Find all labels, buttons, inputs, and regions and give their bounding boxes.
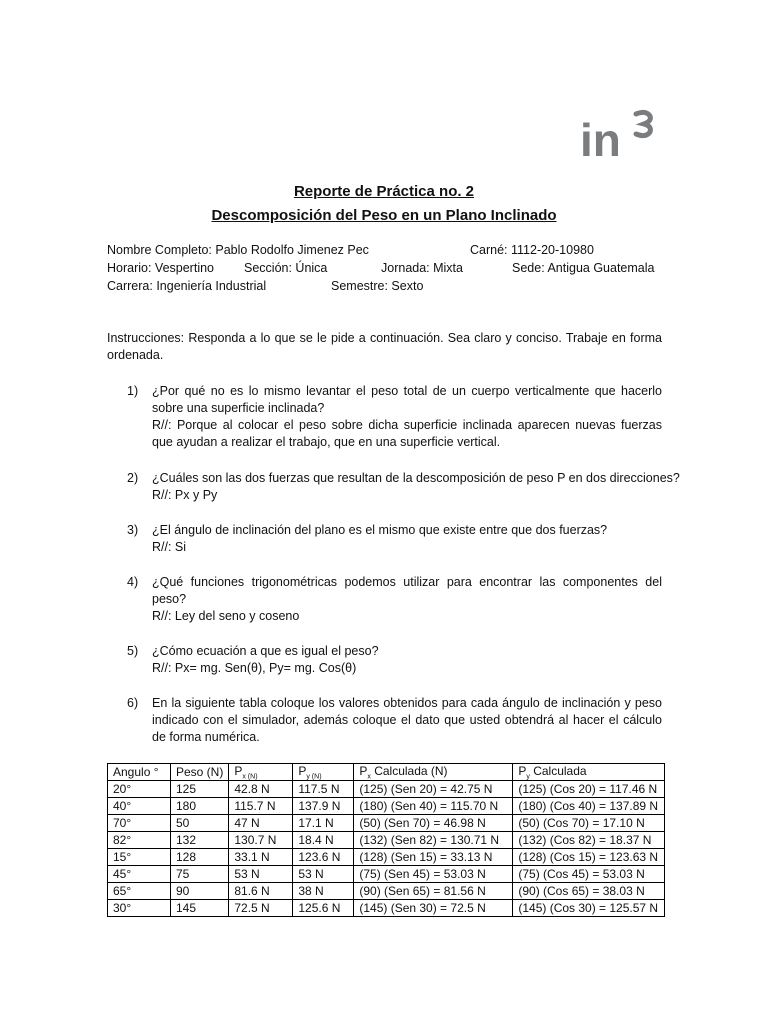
question-number: 5)	[127, 644, 139, 658]
table-row	[108, 832, 665, 849]
cell-py-calculada: (125) (Cos 20) = 117.46 N	[513, 781, 665, 798]
question-2	[127, 470, 680, 504]
table-row	[108, 866, 665, 883]
question-text: ¿Cuáles son las dos fuerzas que resultan de la descomposición de peso P en dos direcciones?	[152, 471, 680, 485]
cell-py-calculada: (75) (Cos 45) = 53.03 N	[513, 866, 665, 883]
header-py-calculada: $P_y$ Calculada	[513, 764, 665, 781]
sede: Sede: Antigua Guatemala	[512, 261, 655, 275]
cell-peso: 132	[171, 832, 229, 849]
carne: Carné: 1112-20-10980	[470, 243, 594, 257]
cell-px: 42.8 N	[229, 781, 293, 798]
table-row	[108, 900, 665, 917]
question-number: 4)	[127, 575, 139, 589]
instructions: Instrucciones: Responda a lo que se le pide a continuación. Sea claro y conciso. Trabaje en forma ordenada.	[107, 331, 662, 362]
cell-py-calculada: (90) (Cos 65) = 38.03 N	[513, 883, 665, 900]
question-1	[127, 383, 662, 451]
cell-px-calculada: (132) (Sen 82) = 130.71 N	[354, 832, 513, 849]
question-text: ¿Cómo ecuación a que es igual el peso?	[152, 644, 379, 658]
cell-angulo: 45°	[108, 866, 171, 883]
cell-angulo: 82°	[108, 832, 171, 849]
question-number: 2)	[127, 471, 139, 485]
logo-text: in	[580, 114, 621, 160]
cell-peso: 145	[171, 900, 229, 917]
jornada: Jornada: Mixta	[381, 261, 463, 275]
cell-py: 17.1 N	[293, 815, 354, 832]
report-title: Reporte de Práctica no. 2	[293, 183, 475, 200]
cell-peso: 50	[171, 815, 229, 832]
cell-peso: 180	[171, 798, 229, 815]
seccion: Sección: Única	[244, 261, 328, 275]
header-angulo: Angulo °	[108, 764, 171, 781]
cell-py: 137.9 N	[293, 798, 354, 815]
cell-py: 123.6 N	[293, 849, 354, 866]
answer-text: R//: Px= mg. Sen(θ), Py= mg. Cos(θ)	[152, 661, 357, 675]
question-text: ¿Qué funciones trigonométricas podemos utilizar para encontrar las componentes del peso?	[152, 575, 662, 606]
cell-peso: 75	[171, 866, 229, 883]
semestre: Semestre: Sexto	[331, 279, 424, 293]
header-px-calculada: $P_x$ Calculada (N)	[354, 764, 513, 781]
cell-py-calculada: (180) (Cos 40) = 137.89 N	[513, 798, 665, 815]
cell-px: 130.7 N	[229, 832, 293, 849]
cell-py: 53 N	[293, 866, 354, 883]
question-text: En la siguiente tabla coloque los valores obtenidos para cada ángulo de inclinación y peso indicado con el simulador, además coloque el dato que usted obtendrá al hacer el cálculo de forma numérica.	[152, 696, 662, 744]
horario: Horario: Vespertino	[107, 261, 215, 275]
cell-py-calculada: (128) (Cos 15) = 123.63 N	[513, 849, 665, 866]
question-number: 6)	[127, 696, 139, 710]
cell-px-calculada: (180) (Sen 40) = 115.70 N	[354, 798, 513, 815]
cell-peso: 125	[171, 781, 229, 798]
question-text: ¿Por qué no es lo mismo levantar el peso total de un cuerpo verticalmente que hacerlo sobre una superficie inclinada?	[152, 384, 662, 415]
question-number: 1)	[127, 384, 139, 398]
nombre-completo: Nombre Completo: Pablo Rodolfo Jimenez Pec	[107, 243, 369, 257]
header-px: $P_{x (N)}$	[229, 764, 293, 781]
cell-py-calculada: (132) (Cos 82) = 18.37 N	[513, 832, 665, 849]
cell-angulo: 70°	[108, 815, 171, 832]
table-row	[108, 815, 665, 832]
table-row	[108, 849, 665, 866]
cell-angulo: 20°	[108, 781, 171, 798]
question-number: 3)	[127, 523, 139, 537]
cell-py: 18.4 N	[293, 832, 354, 849]
cell-py: 117.5 N	[293, 781, 354, 798]
table-row	[108, 781, 665, 798]
table-header-row	[108, 764, 665, 781]
answer-text: R//: Ley del seno y coseno	[152, 609, 300, 623]
cell-py-calculada: (50) (Cos 70) = 17.10 N	[513, 815, 665, 832]
logo-superscript-three	[636, 112, 650, 135]
cell-px-calculada: (90) (Sen 65) = 81.56 N	[354, 883, 513, 900]
table-row	[108, 798, 665, 815]
cell-px: 33.1 N	[229, 849, 293, 866]
carrera: Carrera: Ingeniería Industrial	[107, 279, 267, 293]
header-peso: Peso (N)	[171, 764, 229, 781]
header-py: $P_{y (N)}$	[293, 764, 354, 781]
cell-py: 125.6 N	[293, 900, 354, 917]
cell-px: 47 N	[229, 815, 293, 832]
cell-peso: 90	[171, 883, 229, 900]
results-table	[107, 763, 665, 917]
question-3	[127, 522, 662, 556]
cell-angulo: 65°	[108, 883, 171, 900]
question-4	[127, 574, 662, 625]
answer-text: R//: Px y Py	[152, 488, 218, 502]
cell-px: 81.6 N	[229, 883, 293, 900]
question-text: ¿El ángulo de inclinación del plano es el mismo que existe entre que dos fuerzas?	[152, 523, 608, 537]
cell-py: 38 N	[293, 883, 354, 900]
cell-px-calculada: (125) (Sen 20) = 42.75 N	[354, 781, 513, 798]
cell-py-calculada: (145) (Cos 30) = 125.57 N	[513, 900, 665, 917]
answer-text: R//: Porque al colocar el peso sobre dicha superficie inclinada aparecen nuevas fuerzas que ayudan a realizar el trabajo, que en una superficie vertical.	[152, 418, 662, 449]
in3-logo	[580, 108, 660, 160]
cell-angulo: 30°	[108, 900, 171, 917]
cell-px: 53 N	[229, 866, 293, 883]
cell-peso: 128	[171, 849, 229, 866]
cell-px: 115.7 N	[229, 798, 293, 815]
cell-px-calculada: (128) (Sen 15) = 33.13 N	[354, 849, 513, 866]
answer-text: R//: Si	[152, 540, 187, 554]
cell-px-calculada: (50) (Sen 70) = 46.98 N	[354, 815, 513, 832]
report-subtitle: Descomposición del Peso en un Plano Inclinado	[211, 207, 557, 224]
cell-px-calculada: (75) (Sen 45) = 53.03 N	[354, 866, 513, 883]
question-5	[127, 643, 662, 677]
question-6	[127, 695, 662, 746]
cell-px: 72.5 N	[229, 900, 293, 917]
cell-angulo: 15°	[108, 849, 171, 866]
cell-angulo: 40°	[108, 798, 171, 815]
cell-px-calculada: (145) (Sen 30) = 72.5 N	[354, 900, 513, 917]
table-row	[108, 883, 665, 900]
